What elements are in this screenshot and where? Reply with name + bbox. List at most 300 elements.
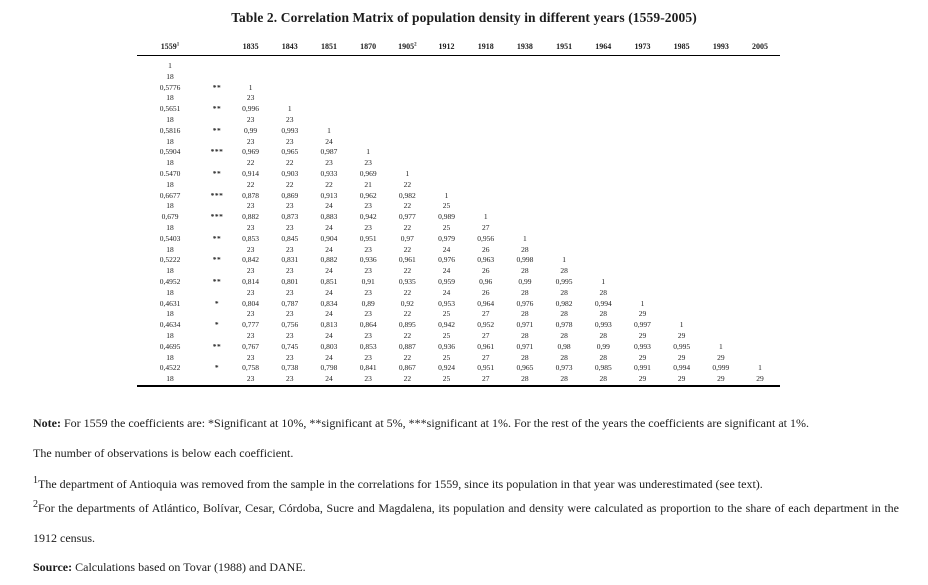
obs-cell: 27 [481,374,490,384]
coef-cell: 0,777 [242,320,260,330]
coef-cell [662,255,701,266]
coef-cell: 0,965 [281,147,299,157]
obs-cell: 25 [442,309,451,319]
obs-cell: 27 [481,222,490,232]
obs-cell: 22 [403,352,412,362]
obs-row-1951 [137,266,780,277]
year-header-1835: 1835 [231,40,270,56]
coef-cell: 0,883 [320,212,338,222]
coef-cell [349,104,388,115]
coef-cell: 0,993 [281,125,299,135]
obs-cell [349,93,388,104]
coef-cell [427,104,466,115]
coef-cell [505,56,544,72]
coef-cell [584,104,623,115]
obs-cell [584,115,623,126]
coef-cell [466,169,505,180]
year-header-1851: 1851 [309,40,348,56]
coef-cell: 0,99 [596,341,610,351]
obs-cell: 18 [166,71,174,81]
coef-cell: 0,903 [281,168,299,178]
coef-cell [701,56,740,72]
obs-cell: 23 [246,287,255,297]
obs-cell [466,201,505,212]
coef-cell: 1 [601,276,606,286]
obs-cell: 29 [677,352,686,362]
coef-cell [584,126,623,137]
obs-cell: 23 [286,374,294,384]
obs-cell [545,72,584,83]
coef-row-1918 [137,212,780,223]
obs-cell: 28 [521,309,529,319]
year-header-1993: 1993 [701,40,740,56]
coef-cell [545,83,584,94]
coef-cell [701,126,740,137]
coef-cell [623,212,662,223]
coef-cell: 0,924 [438,363,455,373]
obs-cell [662,180,701,191]
coef-cell [701,277,740,288]
coef-cell [505,191,544,202]
coef-cell: 0,914 [242,168,260,178]
coef-cell [545,169,584,180]
obs-cell [701,266,740,277]
coef-cell [388,126,427,137]
obs-cell [623,266,662,277]
footnote1-marker: 1 [33,475,38,486]
obs-cell: 22 [246,179,255,189]
coef-cell: 0,97 [400,233,414,243]
coef-cell: 0,5403 [159,233,181,243]
coef-row-1835 [137,83,780,94]
coef-cell: 0,982 [555,298,573,308]
obs-cell: 28 [521,244,529,254]
coef-row-1912 [137,191,780,202]
coef-cell [701,147,740,158]
coef-cell [505,126,544,137]
obs-cell: 22 [403,266,412,276]
obs-cell: 18 [166,287,174,297]
obs-cell: 29 [638,309,647,319]
obs-cell: 28 [599,352,608,362]
sig-cell: ** [212,168,222,178]
coef-cell [584,83,623,94]
obs-cell [740,309,779,320]
obs-cell [623,158,662,169]
obs-cell: 25 [442,222,451,232]
obs-cell [701,223,740,234]
coef-cell [701,104,740,115]
coef-cell: 1 [483,212,488,222]
obs-cell: 23 [246,374,255,384]
coef-cell: 1 [366,147,371,157]
obs-cell: 23 [246,352,255,362]
obs-row-1912 [137,201,780,212]
obs-cell [623,245,662,256]
coef-row-1964 [137,277,780,288]
obs-cell: 24 [442,287,451,297]
coef-cell: 0,99 [518,276,532,286]
obs-cell [505,223,544,234]
obs-cell [584,201,623,212]
obs-cell [505,201,544,212]
obs-cell [740,288,779,299]
obs-row-1835 [137,93,780,104]
coef-cell [466,83,505,94]
obs-cell [701,201,740,212]
coef-cell: 0,997 [634,320,651,330]
note-label: Note: [33,416,61,430]
coef-cell [740,255,779,266]
obs-cell: 28 [560,330,568,340]
coef-cell: 0,942 [438,320,455,330]
obs-cell: 25 [442,352,451,362]
coef-cell [466,56,505,72]
obs-cell [270,72,309,83]
coef-cell: 0,803 [320,341,338,351]
coef-cell: 0,976 [438,255,455,265]
coef-cell: 0,738 [281,363,299,373]
coef-cell [623,255,662,266]
coef-cell [427,147,466,158]
year-header-1964: 1964 [584,40,623,56]
coef-cell: 0,89 [361,298,375,308]
obs-cell [584,137,623,148]
coef-cell [427,83,466,94]
coef-cell: 0,873 [281,212,299,222]
obs-cell: 22 [403,179,412,189]
obs-cell: 29 [717,352,725,362]
coef-cell [662,104,701,115]
coef-row-2005 [137,363,780,374]
obs-cell: 23 [286,114,294,124]
sig-cell: ** [212,233,222,243]
obs-cell: 23 [286,352,294,362]
coef-cell [662,299,701,310]
coef-cell: 0,913 [320,190,338,200]
obs-cell [623,201,662,212]
coef-cell: 0,982 [398,190,416,200]
obs-row-1851 [137,137,780,148]
correlation-matrix-table [137,40,780,387]
sig-cell [203,115,231,126]
obs-cell [584,266,623,277]
obs-cell [505,72,544,83]
sig-cell: ** [212,276,222,286]
coef-cell [623,147,662,158]
coef-cell [427,126,466,137]
source-text: Calculations based on Tovar (1988) and DANE. [72,560,306,574]
obs-row-1973 [137,309,780,320]
coef-cell: 0,953 [438,298,455,308]
obs-cell: 23 [364,287,372,297]
coef-cell [740,320,779,331]
obs-cell [740,158,779,169]
obs-cell [584,223,623,234]
coef-row-1951 [137,255,780,266]
obs-cell [466,72,505,83]
coef-cell: 0,5651 [159,104,181,114]
coef-cell: 0,979 [438,233,455,243]
obs-row-1843 [137,115,780,126]
obs-cell: 24 [442,266,451,276]
obs-row-1964 [137,288,780,299]
obs-cell: 18 [166,374,174,384]
coef-cell [701,83,740,94]
obs-cell: 23 [364,330,372,340]
obs-cell: 24 [325,309,333,319]
year-header-1843: 1843 [270,40,309,56]
coef-cell: 0,994 [594,298,612,308]
coef-cell: 0,5222 [159,255,181,265]
obs-cell [701,309,740,320]
coef-cell [388,83,427,94]
obs-cell [427,93,466,104]
obs-cell: 18 [166,158,174,168]
obs-cell [545,223,584,234]
obs-cell: 22 [246,158,255,168]
coef-cell [584,191,623,202]
obs-cell [740,266,779,277]
coef-row-1993 [137,342,780,353]
coef-cell [623,234,662,245]
obs-cell [623,93,662,104]
sig-cell: ** [212,82,222,92]
note-significance [33,416,899,431]
obs-cell: 23 [246,266,255,276]
coef-cell [623,277,662,288]
obs-cell [584,180,623,191]
obs-cell [388,72,427,83]
obs-cell: 28 [521,374,529,384]
obs-cell [740,245,779,256]
obs-cell [740,137,779,148]
coef-cell [662,56,701,72]
coef-row-1851 [137,126,780,137]
coef-cell [701,299,740,310]
obs-cell: 18 [166,244,174,254]
coef-row-1938 [137,234,780,245]
obs-cell: 23 [246,244,255,254]
obs-cell: 18 [166,93,174,103]
obs-cell [427,158,466,169]
coef-cell: 0,813 [320,320,338,330]
coef-cell: 0,973 [555,363,573,373]
coef-cell: 0,767 [242,341,260,351]
coef-cell: 0,971 [516,320,534,330]
obs-cell [662,201,701,212]
obs-cell [466,180,505,191]
obs-cell [662,266,701,277]
sig-cell: * [214,298,220,308]
footnote2-text: For the departments of Atlántico, Bolívar, Cesar, Córdoba, Sucre and Magdalena, its population and density were calculated as proportion to the share of each department in the 1912 census. [33,501,899,545]
sig-cell [203,158,231,169]
source-label: Source: [33,560,73,574]
coef-cell: 0,853 [242,233,260,243]
obs-cell: 23 [364,201,372,211]
obs-cell [466,137,505,148]
coef-cell [740,147,779,158]
coef-cell [701,169,740,180]
obs-cell [505,158,544,169]
obs-cell: 23 [325,158,333,168]
coef-cell: 1 [758,363,762,373]
obs-cell [662,245,701,256]
coef-cell: 0,951 [477,363,495,373]
coef-cell: 0,935 [398,276,416,286]
coef-cell: 1 [444,190,449,200]
coef-row-1985 [137,320,780,331]
coef-cell: 0,959 [438,276,455,286]
sig-cell: * [214,320,220,330]
coef-cell [662,234,701,245]
obs-row-1870 [137,158,780,169]
coef-cell: 1 [523,233,527,243]
coef-cell: 0,4634 [159,320,181,330]
sig-cell [203,56,231,72]
obs-cell: 23 [364,244,372,254]
obs-cell: 29 [638,330,647,340]
coef-row-1870 [137,147,780,158]
obs-cell: 22 [403,244,412,254]
coef-cell [545,234,584,245]
obs-cell [349,72,388,83]
coef-cell: 0,904 [320,233,338,243]
coef-cell: 0,4695 [159,341,181,351]
obs-cell [740,115,779,126]
obs-cell [466,115,505,126]
obs-cell [545,137,584,148]
year-header-1973: 1973 [623,40,662,56]
obs-cell: 28 [560,352,568,362]
sig-cell: *** [210,190,224,200]
obs-cell [701,158,740,169]
coef-cell: 1 [718,341,723,351]
coef-cell: 0,6677 [159,190,181,200]
sig-cell: *** [210,212,224,222]
obs-cell: 24 [325,222,333,232]
obs-row-1918 [137,223,780,234]
coef-cell: 0,5816 [159,125,181,135]
coef-cell: 0,798 [320,363,338,373]
note-observations: The number of observations is below each coefficient. [33,446,294,460]
coef-cell [466,147,505,158]
coef-cell [388,104,427,115]
obs-cell [623,180,662,191]
coef-cell: 0,963 [477,255,495,265]
coef-cell: 1 [562,255,566,265]
coef-cell: 0,952 [477,320,495,330]
obs-cell: 26 [481,266,490,276]
year-header-1905: 1905$^2$ [388,40,427,56]
obs-cell: 24 [325,136,333,146]
coef-cell: 0,961 [477,341,495,351]
obs-cell: 18 [166,179,174,189]
coef-cell [466,126,505,137]
coef-cell: 0,787 [281,298,299,308]
obs-cell: 28 [521,287,529,297]
obs-cell [740,201,779,212]
year-header-2005: 2005 [740,40,779,56]
obs-cell [309,72,348,83]
obs-cell: 24 [325,201,333,211]
coef-cell: 0,4522 [159,363,181,373]
coef-cell: 1 [248,82,253,92]
coef-cell: 0,991 [634,363,651,373]
coef-cell: 1 [168,61,172,70]
coef-cell [584,56,623,72]
coef-cell [662,212,701,223]
obs-cell [388,115,427,126]
obs-cell: 29 [677,330,686,340]
coef-cell [623,83,662,94]
obs-cell: 23 [246,309,255,319]
sig-cell: * [214,363,220,373]
coef-cell [740,83,779,94]
year-header-1559: 1559$^1$ [137,40,203,56]
obs-cell [740,93,779,104]
coef-cell [740,104,779,115]
obs-cell: 23 [286,136,294,146]
obs-cell: 18 [166,136,174,146]
obs-cell: 23 [364,222,372,232]
obs-cell [427,137,466,148]
coef-cell: 0,864 [359,320,377,330]
coef-cell: 0,834 [320,298,338,308]
obs-cell [545,93,584,104]
source-line [33,560,899,575]
coef-cell [309,104,348,115]
obs-cell [701,245,740,256]
coef-cell: 0,977 [398,212,416,222]
obs-cell [505,137,544,148]
obs-cell [740,331,779,342]
correlation-matrix [137,40,780,387]
coef-cell: 0,4631 [159,298,181,308]
sig-cell [203,309,231,320]
coef-cell [388,147,427,158]
sig-cell [203,288,231,299]
obs-cell: 28 [560,309,568,319]
obs-row-1938 [137,245,780,256]
obs-cell: 23 [246,114,255,124]
coef-cell [584,147,623,158]
coef-row-1905 [137,169,780,180]
obs-cell: 23 [286,330,294,340]
sig-cell [203,223,231,234]
obs-cell [701,180,740,191]
sig-cell: ** [212,255,222,265]
coef-cell [505,104,544,115]
coef-cell [427,169,466,180]
obs-cell [623,137,662,148]
obs-cell: 28 [521,352,529,362]
coef-cell: 0,758 [242,363,260,373]
coef-cell: 0,998 [516,255,534,265]
coef-cell [623,126,662,137]
obs-cell [309,115,348,126]
coef-cell [701,320,740,331]
coef-cell: 0,987 [320,147,338,157]
coef-cell: 0,994 [673,363,691,373]
coef-cell [623,169,662,180]
obs-cell: 23 [246,222,255,232]
coef-cell [740,56,779,72]
obs-cell: 26 [481,244,490,254]
year-header-1985: 1985 [662,40,701,56]
obs-row-1559 [137,72,780,83]
obs-cell: 22 [286,179,294,189]
